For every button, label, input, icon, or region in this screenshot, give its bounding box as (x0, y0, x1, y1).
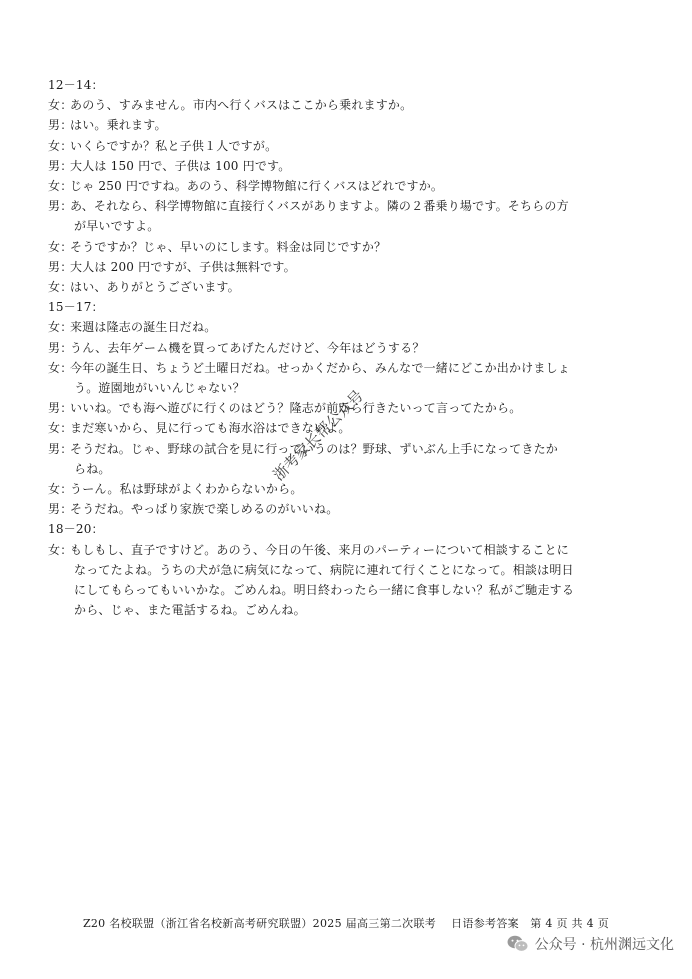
wechat-icon (507, 935, 529, 953)
dialogue-line (48, 240, 386, 255)
dialogue-text: 大人は 200 円ですが、子供は無料です。 (70, 259, 296, 274)
speaker-label: 女： (48, 280, 73, 294)
dialogue-line (74, 381, 245, 396)
dialogue-text: そうだね。じゃ、野球の試合を見に行っていうのは？野球、ずいぶん上手になってきたか (70, 441, 559, 456)
dialogue-text: はい。乗れます。 (70, 118, 167, 133)
speaker-label: 女： (48, 542, 73, 557)
dialogue-line (48, 482, 303, 497)
dialogue-line (48, 361, 570, 376)
dialogue-text: いくらですか？私と子供１人ですが。 (70, 138, 278, 153)
dialogue-text: 来週は隆志の誕生日だね。 (70, 320, 217, 335)
dialogue-text: から、じゃ、また電話するね。ごめんね。 (74, 603, 306, 618)
speaker-label: 男： (48, 340, 73, 355)
dialogue-line (48, 118, 167, 133)
dialogue-line (74, 603, 306, 618)
speaker-label: 女： (48, 239, 73, 254)
speaker-label: 女： (48, 360, 73, 375)
dialogue-text: あ、それなら、科学博物館に直接行くバスがありますよ。隣の２番乗り場です。そちらの方 (70, 199, 569, 214)
dialogue-text: 大人は 150 円で、子供は 100 円です。 (70, 158, 291, 173)
speaker-label: 女： (48, 320, 73, 335)
dialogue-line (48, 543, 569, 558)
dialogue-text: が早いですよ。 (74, 219, 160, 234)
dialogue-text: いいね。でも海へ遊びに行くのはどう？隆志が前から行きたいって言ってたから。 (70, 401, 522, 416)
speaker-label: 男： (48, 441, 73, 456)
speaker-label: 女： (48, 179, 73, 193)
dialogue-line (48, 139, 277, 154)
section-label: 18－20： (48, 522, 104, 537)
dialogue-text: 今年の誕生日、ちょうど土曜日だね。せっかくだから、みんなで一緒にどこか出かけましょ (70, 360, 570, 375)
speaker-label: 男： (48, 118, 73, 133)
speaker-label: 男： (48, 502, 73, 517)
dialogue-text: もしもし、直子ですけど。あのう、今日の午後、来月のパーティーについて相談することに (70, 542, 570, 557)
dialogue-line (74, 563, 574, 578)
dialogue-line (48, 260, 296, 275)
dialogue-text: まだ寒いから、見に行っても海水浴はできないよ。 (70, 421, 351, 436)
dialogue-line (74, 583, 574, 598)
speaker-label: 女： (48, 421, 73, 436)
speaker-label: 女： (48, 98, 73, 113)
dialogue-line (48, 280, 240, 295)
dialogue-text: うん、去年ゲーム機を買ってあげたんだけど、今年はどうする？ (70, 340, 425, 355)
dialogue-text: にしてもらってもいいかな。ごめんね。明日終わったら一緒に食事しない？私がご馳走する (74, 583, 575, 597)
dialogue-line (48, 320, 216, 335)
dialogue-line (48, 199, 569, 214)
dialogue-text: あのう、すみません。市内へ行くバスはここから乗れますか。 (70, 98, 413, 113)
wechat-account-text: 公众号 · 杭州渊远文化 (534, 937, 674, 953)
section-label: 15－17： (48, 300, 104, 315)
dialogue-line (48, 401, 521, 416)
speaker-label: 男： (48, 158, 73, 173)
section-label: 12－14： (48, 78, 104, 92)
dialogue-line (48, 502, 338, 517)
dialogue-text: じゃ 250 円ですね。あのう、科学博物館に行くバスはどれですか。 (70, 179, 444, 193)
dialogue-text: う。遊園地がいいんじゃない？ (74, 381, 245, 395)
dialogue-text: うーん。私は野球がよくわからないから。 (70, 482, 303, 496)
dialogue-line (48, 341, 425, 356)
dialogue-line (74, 219, 159, 234)
speaker-label: 男： (48, 199, 73, 214)
wechat-account-badge (507, 934, 674, 954)
dialogue-text: なってたよね。うちの犬が急に病気になって、病院に連れて行くことになって。相談は明日 (74, 562, 574, 577)
dialogue-line (48, 98, 412, 113)
speaker-label: 女： (48, 482, 73, 496)
speaker-label: 男： (48, 401, 73, 416)
dialogue-line (48, 179, 443, 194)
watermark: 浙考家长帮公众号 (269, 386, 368, 485)
dialogue-line (48, 159, 290, 174)
dialogue-text: そうですか？じゃ、早いのにします。料金は同じですか？ (70, 239, 387, 254)
speaker-label: 男： (48, 259, 73, 274)
speaker-label: 女： (48, 138, 73, 153)
dialogue-text: らね。 (74, 461, 111, 476)
page-footer: Z20 名校联盟（浙江省名校新高考研究联盟）2025 届高三第二次联考 日语参考答案 第 4 页 共 4 页 (82, 917, 610, 930)
dialogue-text: はい、ありがとうございます。 (70, 280, 240, 294)
dialogue-line (74, 462, 111, 477)
dialogue-text: そうだね。やっぱり家族で楽しめるのがいいね。 (70, 502, 339, 517)
